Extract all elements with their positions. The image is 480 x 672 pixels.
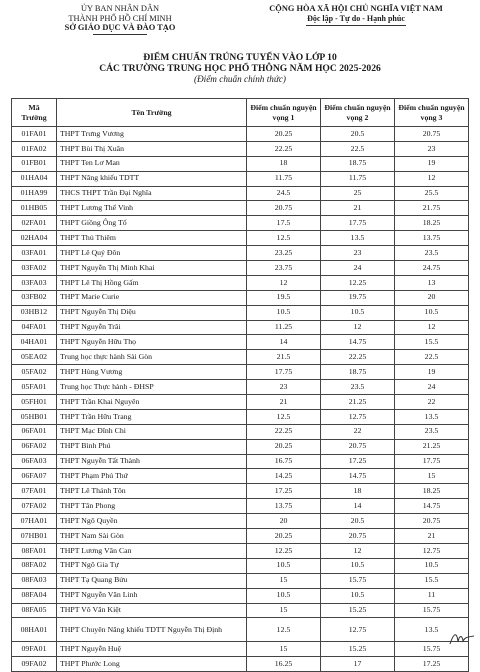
school-code: 01FB01 — [12, 156, 57, 171]
school-name: THPT Giồng Ông Tố — [57, 216, 247, 231]
score-nv1: 15 — [247, 603, 321, 618]
school-name: THPT Tân Phong — [57, 499, 247, 514]
score-nv2: 22.25 — [321, 350, 395, 365]
school-name: THPT Chuyên Năng khiếu TDTT Nguyễn Thị Định — [57, 618, 247, 642]
score-nv3: 13 — [395, 275, 469, 290]
school-code: 01HA04 — [12, 171, 57, 186]
score-nv3: 18.25 — [395, 216, 469, 231]
score-nv2: 10.5 — [321, 305, 395, 320]
table-row — [12, 305, 469, 320]
table-body — [12, 127, 469, 672]
score-nv3: 13.5 — [395, 618, 469, 642]
school-code: 03FA01 — [12, 246, 57, 261]
score-nv3: 15.5 — [395, 335, 469, 350]
table-row — [12, 454, 469, 469]
score-nv2: 25 — [321, 186, 395, 201]
school-name: THPT Marie Curie — [57, 290, 247, 305]
score-nv1: 23 — [247, 380, 321, 395]
score-nv3: 15.75 — [395, 642, 469, 657]
score-nv3: 17.75 — [395, 454, 469, 469]
score-nv3: 15 — [395, 469, 469, 484]
score-nv2: 21 — [321, 201, 395, 216]
score-nv2: 18.75 — [321, 365, 395, 380]
table-row — [12, 484, 469, 499]
score-nv3: 21.25 — [395, 439, 469, 454]
table-row — [12, 320, 469, 335]
score-nv3: 12 — [395, 171, 469, 186]
score-nv1: 17.75 — [247, 365, 321, 380]
score-nv2: 10.5 — [321, 588, 395, 603]
school-name: THPT Nguyễn Trãi — [57, 320, 247, 335]
table-row — [12, 558, 469, 573]
table-row — [12, 657, 469, 672]
school-name: THPT Lương Thế Vinh — [57, 201, 247, 216]
header-score-nv1: Điểm chuẩn nguyện vọng 1 — [247, 99, 321, 127]
school-code: 08FA05 — [12, 603, 57, 618]
school-code: 03FA02 — [12, 261, 57, 276]
score-nv1: 19.5 — [247, 290, 321, 305]
score-nv2: 24 — [321, 261, 395, 276]
score-nv1: 20.25 — [247, 439, 321, 454]
score-nv3: 23.5 — [395, 246, 469, 261]
score-nv3: 10.5 — [395, 558, 469, 573]
header-score-nv2: Điểm chuẩn nguyện vọng 2 — [321, 99, 395, 127]
school-name: THCS THPT Trần Đại Nghĩa — [57, 186, 247, 201]
school-name: THPT Ten Lơ Man — [57, 156, 247, 171]
school-code: 09FA01 — [12, 642, 57, 657]
school-code: 04FA01 — [12, 320, 57, 335]
table-row — [12, 246, 469, 261]
table-row — [12, 261, 469, 276]
score-nv2: 23 — [321, 246, 395, 261]
school-name: THPT Lê Thị Hồng Gấm — [57, 275, 247, 290]
score-nv1: 11.75 — [247, 171, 321, 186]
score-nv3: 24.75 — [395, 261, 469, 276]
authority-underline — [93, 34, 147, 35]
school-code: 08FA02 — [12, 558, 57, 573]
score-nv1: 20.75 — [247, 201, 321, 216]
school-name: THPT Lê Quý Đôn — [57, 246, 247, 261]
score-nv2: 20.75 — [321, 439, 395, 454]
score-nv3: 19 — [395, 156, 469, 171]
cutoff-score-table — [11, 98, 469, 672]
school-name: THPT Năng khiếu TDTT — [57, 171, 247, 186]
score-nv3: 12.75 — [395, 543, 469, 558]
school-code: 06FA02 — [12, 439, 57, 454]
school-code: 03FB02 — [12, 290, 57, 305]
school-code: 01FA02 — [12, 141, 57, 156]
school-code: 08FA01 — [12, 543, 57, 558]
score-nv2: 21.25 — [321, 395, 395, 410]
document-subtitle: CÁC TRƯỜNG TRUNG HỌC PHỔ THÔNG NĂM HỌC 2025-2026 — [99, 63, 381, 74]
table-row — [12, 529, 469, 544]
school-name: Trung học thực hành Sài Gòn — [57, 350, 247, 365]
table-row — [12, 127, 469, 142]
school-name: THPT Lương Văn Can — [57, 543, 247, 558]
score-nv1: 15 — [247, 642, 321, 657]
score-nv3: 18.25 — [395, 484, 469, 499]
school-name: THPT Bình Phú — [57, 439, 247, 454]
school-code: 01FA01 — [12, 127, 57, 142]
score-nv1: 12 — [247, 275, 321, 290]
school-code: 02HA04 — [12, 231, 57, 246]
score-nv1: 22.25 — [247, 141, 321, 156]
score-nv2: 12 — [321, 320, 395, 335]
school-code: 02FA01 — [12, 216, 57, 231]
score-nv2: 20.5 — [321, 127, 395, 142]
table-row — [12, 275, 469, 290]
score-nv2: 15.25 — [321, 603, 395, 618]
school-name: THPT Võ Văn Kiệt — [57, 603, 247, 618]
school-name: THPT Phước Long — [57, 657, 247, 672]
score-nv3: 12 — [395, 320, 469, 335]
score-nv3: 19 — [395, 365, 469, 380]
school-code: 03FA03 — [12, 275, 57, 290]
school-code: 07HB01 — [12, 529, 57, 544]
header-score-nv3: Điểm chuẩn nguyện vọng 3 — [395, 99, 469, 127]
table-row — [12, 439, 469, 454]
school-code: 01HA99 — [12, 186, 57, 201]
score-nv1: 12.5 — [247, 409, 321, 424]
score-nv1: 10.5 — [247, 588, 321, 603]
table-row — [12, 603, 469, 618]
table-row — [12, 409, 469, 424]
school-code: 03HB12 — [12, 305, 57, 320]
school-name: THPT Lê Thánh Tôn — [57, 484, 247, 499]
school-code: 08FA04 — [12, 588, 57, 603]
score-nv3: 15.5 — [395, 573, 469, 588]
school-name: THPT Trần Hữu Trang — [57, 409, 247, 424]
table-row — [12, 573, 469, 588]
score-nv3: 11 — [395, 588, 469, 603]
table-row — [12, 499, 469, 514]
document-note: (Điểm chuẩn chính thức) — [193, 74, 286, 84]
school-name: THPT Nguyễn Thị Diệu — [57, 305, 247, 320]
table-row — [12, 365, 469, 380]
score-nv2: 12.75 — [321, 618, 395, 642]
score-nv2: 12.75 — [321, 409, 395, 424]
score-nv3: 23 — [395, 141, 469, 156]
school-name: THPT Nguyễn Hữu Thọ — [57, 335, 247, 350]
school-code: 05EA02 — [12, 350, 57, 365]
score-nv2: 17 — [321, 657, 395, 672]
school-code: 08FA03 — [12, 573, 57, 588]
school-code: 08HA01 — [12, 618, 57, 642]
school-name: THPT Trưng Vương — [57, 127, 247, 142]
school-code: 06FA01 — [12, 424, 57, 439]
school-name: THPT Nguyễn Văn Linh — [57, 588, 247, 603]
score-nv2: 11.75 — [321, 171, 395, 186]
school-name: THPT Bùi Thị Xuân — [57, 141, 247, 156]
table-row — [12, 156, 469, 171]
school-name: THPT Tạ Quang Bửu — [57, 573, 247, 588]
national-name: CỘNG HÒA XÃ HỘI CHỦ NGHĨA VIỆT NAM — [269, 4, 443, 13]
table-row — [12, 216, 469, 231]
score-nv2: 12.25 — [321, 275, 395, 290]
school-name: THPT Nguyễn Thị Minh Khai — [57, 261, 247, 276]
score-nv2: 20.5 — [321, 514, 395, 529]
header-school-name: Tên Trường — [57, 99, 247, 127]
score-nv2: 12 — [321, 543, 395, 558]
score-nv1: 23.75 — [247, 261, 321, 276]
score-nv2: 10.5 — [321, 558, 395, 573]
school-name: THPT Phạm Phú Thứ — [57, 469, 247, 484]
score-nv1: 21.5 — [247, 350, 321, 365]
score-nv3: 21.75 — [395, 201, 469, 216]
table-row — [12, 380, 469, 395]
table-row — [12, 186, 469, 201]
score-nv3: 20 — [395, 290, 469, 305]
score-nv1: 20.25 — [247, 127, 321, 142]
score-nv3: 15.75 — [395, 603, 469, 618]
national-motto: Độc lập - Tự do - Hạnh phúc — [307, 14, 405, 23]
score-nv1: 10.5 — [247, 305, 321, 320]
school-code: 05FA01 — [12, 380, 57, 395]
score-nv3: 14.75 — [395, 499, 469, 514]
score-nv1: 22.25 — [247, 424, 321, 439]
school-name: THPT Ngô Quyền — [57, 514, 247, 529]
score-nv3: 13.75 — [395, 231, 469, 246]
school-name: THPT Ngô Gia Tự — [57, 558, 247, 573]
school-code: 06FA03 — [12, 454, 57, 469]
school-code: 01HB05 — [12, 201, 57, 216]
score-nv2: 22.5 — [321, 141, 395, 156]
table-row — [12, 395, 469, 410]
score-nv3: 13.5 — [395, 409, 469, 424]
table-row — [12, 141, 469, 156]
table-row — [12, 543, 469, 558]
score-nv1: 16.75 — [247, 454, 321, 469]
document-title: ĐIỂM CHUẨN TRÚNG TUYỂN VÀO LỚP 10 — [143, 52, 337, 63]
score-nv1: 18 — [247, 156, 321, 171]
header-school-code: Mã Trường — [12, 99, 57, 127]
score-nv1: 16.25 — [247, 657, 321, 672]
table-row — [12, 335, 469, 350]
table-row — [12, 290, 469, 305]
table-header-row — [12, 99, 469, 127]
score-nv3: 24 — [395, 380, 469, 395]
score-nv2: 23.5 — [321, 380, 395, 395]
score-nv1: 14.25 — [247, 469, 321, 484]
table-row — [12, 514, 469, 529]
score-nv2: 14.75 — [321, 469, 395, 484]
national-header — [238, 4, 474, 26]
score-nv1: 12.5 — [247, 231, 321, 246]
score-nv3: 22.5 — [395, 350, 469, 365]
score-nv1: 11.25 — [247, 320, 321, 335]
score-nv1: 14 — [247, 335, 321, 350]
score-nv1: 23.25 — [247, 246, 321, 261]
score-nv2: 13.5 — [321, 231, 395, 246]
score-nv2: 15.25 — [321, 642, 395, 657]
score-nv3: 10.5 — [395, 305, 469, 320]
score-nv2: 19.75 — [321, 290, 395, 305]
authority-header — [40, 4, 200, 35]
score-nv3: 25.5 — [395, 186, 469, 201]
school-code: 05FA02 — [12, 365, 57, 380]
school-code: 05HB01 — [12, 409, 57, 424]
score-nv1: 10.5 — [247, 558, 321, 573]
table-row — [12, 588, 469, 603]
score-nv1: 21 — [247, 395, 321, 410]
signature-icon — [448, 628, 476, 648]
score-nv2: 18.75 — [321, 156, 395, 171]
motto-underline — [306, 25, 406, 26]
school-name: THPT Trần Khai Nguyên — [57, 395, 247, 410]
score-nv2: 18 — [321, 484, 395, 499]
school-name: THPT Mạc Đĩnh Chi — [57, 424, 247, 439]
table-row — [12, 469, 469, 484]
department-name: SỞ GIÁO DỤC VÀ ĐÀO TẠO — [64, 23, 176, 33]
score-nv2: 17.75 — [321, 216, 395, 231]
authority-line-1: ỦY BAN NHÂN DÂN — [80, 4, 160, 13]
table-row — [12, 424, 469, 439]
score-nv2: 14.75 — [321, 335, 395, 350]
school-code: 07FA01 — [12, 484, 57, 499]
school-code: 07HA01 — [12, 514, 57, 529]
school-name: THPT Thủ Thiêm — [57, 231, 247, 246]
school-code: 07FA02 — [12, 499, 57, 514]
score-nv2: 14 — [321, 499, 395, 514]
school-name: THPT Nguyễn Tất Thành — [57, 454, 247, 469]
score-nv3: 23.5 — [395, 424, 469, 439]
table-row — [12, 618, 469, 642]
score-nv1: 20 — [247, 514, 321, 529]
school-name: THPT Nam Sài Gòn — [57, 529, 247, 544]
school-code: 09FA02 — [12, 657, 57, 672]
school-code: 06FA07 — [12, 469, 57, 484]
authority-line-2: THÀNH PHỐ HỒ CHÍ MINH — [68, 13, 172, 23]
school-code: 04HA01 — [12, 335, 57, 350]
score-nv3: 21 — [395, 529, 469, 544]
school-name: Trung học Thực hành - ĐHSP — [57, 380, 247, 395]
table-row — [12, 201, 469, 216]
score-nv1: 17.25 — [247, 484, 321, 499]
score-nv1: 24.5 — [247, 186, 321, 201]
school-name: THPT Hùng Vương — [57, 365, 247, 380]
score-nv1: 13.75 — [247, 499, 321, 514]
score-nv1: 17.5 — [247, 216, 321, 231]
score-nv1: 12.5 — [247, 618, 321, 642]
score-nv3: 20.75 — [395, 514, 469, 529]
table-row — [12, 350, 469, 365]
score-nv3: 22 — [395, 395, 469, 410]
score-nv1: 20.25 — [247, 529, 321, 544]
score-nv3: 17.25 — [395, 657, 469, 672]
score-nv2: 22 — [321, 424, 395, 439]
school-code: 05FH01 — [12, 395, 57, 410]
score-nv2: 20.75 — [321, 529, 395, 544]
score-nv2: 15.75 — [321, 573, 395, 588]
score-nv1: 12.25 — [247, 543, 321, 558]
table-row — [12, 171, 469, 186]
score-nv2: 17.25 — [321, 454, 395, 469]
score-nv1: 15 — [247, 573, 321, 588]
school-name: THPT Nguyễn Huệ — [57, 642, 247, 657]
table-row — [12, 642, 469, 657]
table-row — [12, 231, 469, 246]
score-nv3: 20.75 — [395, 127, 469, 142]
